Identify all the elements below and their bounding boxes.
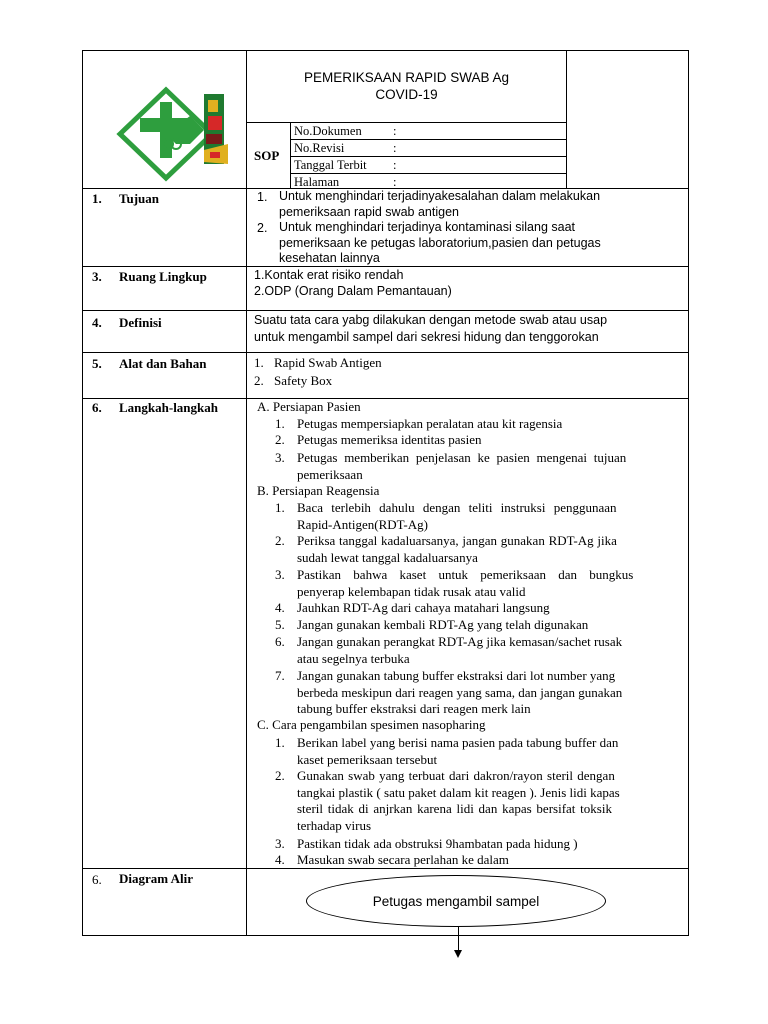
step-item (297, 617, 687, 634)
flowchart-start-node (306, 875, 606, 927)
text-line: atau segelnya terbuka (297, 650, 410, 666)
text-line: 1.Kontak erat risiko rendah (254, 268, 404, 282)
text-line: Untuk menghindari terjadinya kontaminasi silang saat (279, 220, 575, 234)
section-label-diagram-alir: Diagram Alir (119, 871, 194, 886)
text-line: terhadap virus (297, 817, 372, 833)
table-border-right (688, 50, 689, 936)
logo-graphic (116, 86, 234, 182)
text-line: sudah lewat tanggal kadaluarsanya (297, 549, 478, 565)
text-line: Pastikan tidak ada obstruksi 9hambatan pada hidung ) (297, 836, 578, 851)
list-number: 2. (275, 432, 285, 447)
group-heading: A. Persiapan Pasien (257, 399, 361, 414)
text-line: Gunakan swab yang terbuat dari dakron/rayon steril dengan (297, 768, 615, 783)
section-number: 6. (92, 400, 102, 415)
text-line: steril tidak di anjrkan karena lidi dan kapas bersifat toksik (297, 801, 612, 816)
tujuan-item-1 (279, 189, 679, 220)
text-line: Jangan gunakan kembali RDT-Ag yang telah digunakan (297, 617, 589, 632)
step-item (297, 735, 687, 768)
puskesmas-logo (116, 86, 234, 182)
section-label-definisi: Definisi (119, 315, 162, 330)
tujuan-item-2 (279, 220, 679, 267)
sop-label: SOP (254, 148, 280, 163)
text-line: Jangan gunakan perangkat RDT-Ag jika kemasan/sachet rusak (297, 634, 623, 649)
list-number: 1. (254, 355, 264, 370)
text-line: tabung buffer ekstraksi dari reagen merk lain (297, 701, 531, 716)
meta-colon: : (393, 124, 397, 138)
flowchart-arrow-head-icon (454, 950, 462, 958)
meta-label: No.Revisi (294, 141, 345, 155)
text-line: kesehatan lainnya (279, 251, 380, 265)
document-title (247, 69, 566, 103)
section-number: 6. (92, 872, 102, 887)
list-number: 2. (275, 533, 285, 548)
alat-item: Rapid Swab Antigen (274, 355, 382, 370)
list-number: 2. (257, 221, 268, 235)
table-border-left (82, 50, 83, 936)
step-item (297, 450, 687, 483)
list-number: 3. (275, 836, 285, 851)
text-line: berbeda meskipun dari reagen yang sama, dan jangan gunakan (297, 684, 623, 700)
text-line: Masukan swab secara perlahan ke dalam (297, 852, 509, 867)
section-number: 5. (92, 356, 102, 371)
text-line: Baca terlebih dahulu dengan teliti instruksi penggunaan (297, 500, 617, 515)
section-number: 1. (92, 191, 102, 206)
list-number: 6. (275, 634, 285, 649)
step-item (297, 432, 687, 449)
list-number: 2. (275, 768, 285, 783)
text-line: Jangan gunakan tabung buffer ekstraksi dari lot number yang (297, 668, 616, 683)
step-item (297, 634, 687, 667)
text-line: Pastikan bahwa kaset untuk pemeriksaan dan bungkus (297, 567, 634, 582)
text-line: Berikan label yang berisi nama pasien pada tabung buffer dan (297, 735, 619, 750)
text-line: Petugas memberikan penjelasan ke pasien mengenai tujuan (297, 450, 627, 465)
list-number: 7. (275, 668, 285, 683)
text-line: Suatu tata cara yabg dilakukan dengan metode swab atau usap (254, 313, 608, 327)
step-item (297, 600, 687, 617)
text-line: Rapid-Antigen(RDT-Ag) (297, 516, 428, 532)
text-line: 2.ODP (Orang Dalam Pemantauan) (254, 283, 452, 298)
step-item (297, 668, 687, 718)
meta-label: Halaman (294, 175, 340, 189)
ruang-lingkup-text (254, 268, 674, 299)
group-heading: B. Persiapan Reagensia (257, 483, 380, 498)
list-number: 1. (275, 500, 285, 515)
text-line: Untuk menghindari terjadinyakesalahan dalam melakukan (279, 189, 601, 203)
step-item (297, 416, 687, 433)
section-label-langkah-langkah: Langkah-langkah (119, 400, 218, 415)
row-divider (82, 398, 689, 399)
text-line: kaset pemeriksaan tersebut (297, 751, 438, 767)
section-label-alat-dan-bahan: Alat dan Bahan (119, 356, 207, 371)
text-line: pemeriksaan ke petugas laboratorium,pasien dan petugas (279, 235, 601, 250)
text-line: Jauhkan RDT-Ag dari cahaya matahari langsung (297, 600, 550, 615)
title-line-1: PEMERIKSAAN RAPID SWAB Ag (303, 70, 510, 85)
flowchart-node-label: Petugas mengambil sampel (372, 893, 540, 909)
row-divider (82, 310, 689, 311)
list-number: 3. (275, 450, 285, 465)
table-column-divider (246, 50, 247, 936)
list-number: 5. (275, 617, 285, 632)
list-number: 1. (275, 416, 285, 431)
text-line: penyerap kelembapan tidak rusak atau valid (297, 583, 526, 599)
table-border-top (82, 50, 689, 51)
step-item (297, 852, 687, 869)
header-right-divider (566, 50, 567, 188)
step-item (297, 500, 687, 533)
meta-colon: : (393, 175, 397, 189)
section-number: 3. (92, 269, 102, 284)
title-line-2: COVID-19 (375, 87, 438, 102)
table-border-bottom (82, 935, 689, 936)
meta-label: Tanggal Terbit (294, 158, 367, 172)
section-label-tujuan: Tujuan (119, 191, 159, 206)
text-line: untuk mengambil sampel dari sekresi hidung dan tenggorokan (254, 330, 599, 344)
list-number: 1. (275, 735, 285, 750)
step-item (297, 836, 687, 853)
list-number: 4. (275, 600, 285, 615)
meta-row-tanggal-terbit (290, 157, 566, 174)
text-line: pemeriksaan (297, 466, 363, 482)
meta-label: No.Dokumen (294, 124, 362, 138)
group-heading: C. Cara pengambilan spesimen nasopharing (257, 717, 486, 732)
list-number: 3. (275, 567, 285, 582)
row-divider (82, 352, 689, 353)
text-line: Petugas memeriksa identitas pasien (297, 432, 482, 447)
text-line: tangkai plastik ( satu paket dalam kit reagen ). Jenis lidi kapas (297, 784, 620, 800)
meta-colon: : (393, 158, 397, 172)
meta-row-no-dokumen (290, 123, 566, 140)
step-item (297, 768, 687, 834)
meta-row-no-revisi (290, 140, 566, 157)
meta-colon: : (393, 141, 397, 155)
definisi-text (254, 312, 684, 346)
text-line: pemeriksaan rapid swab antigen (279, 204, 459, 219)
list-number: 4. (275, 852, 285, 867)
step-item (297, 533, 687, 566)
alat-item: Safety Box (274, 373, 333, 388)
section-number: 4. (92, 315, 102, 330)
list-number: 1. (257, 190, 268, 204)
text-line: Petugas mempersiapkan peralatan atau kit ragensia (297, 416, 563, 431)
step-item (297, 567, 687, 600)
list-number: 2. (254, 373, 264, 388)
section-label-ruang-lingkup: Ruang Lingkup (119, 269, 207, 284)
text-line: Periksa tanggal kadaluarsanya, jangan gunakan RDT-Ag jika (297, 533, 617, 548)
